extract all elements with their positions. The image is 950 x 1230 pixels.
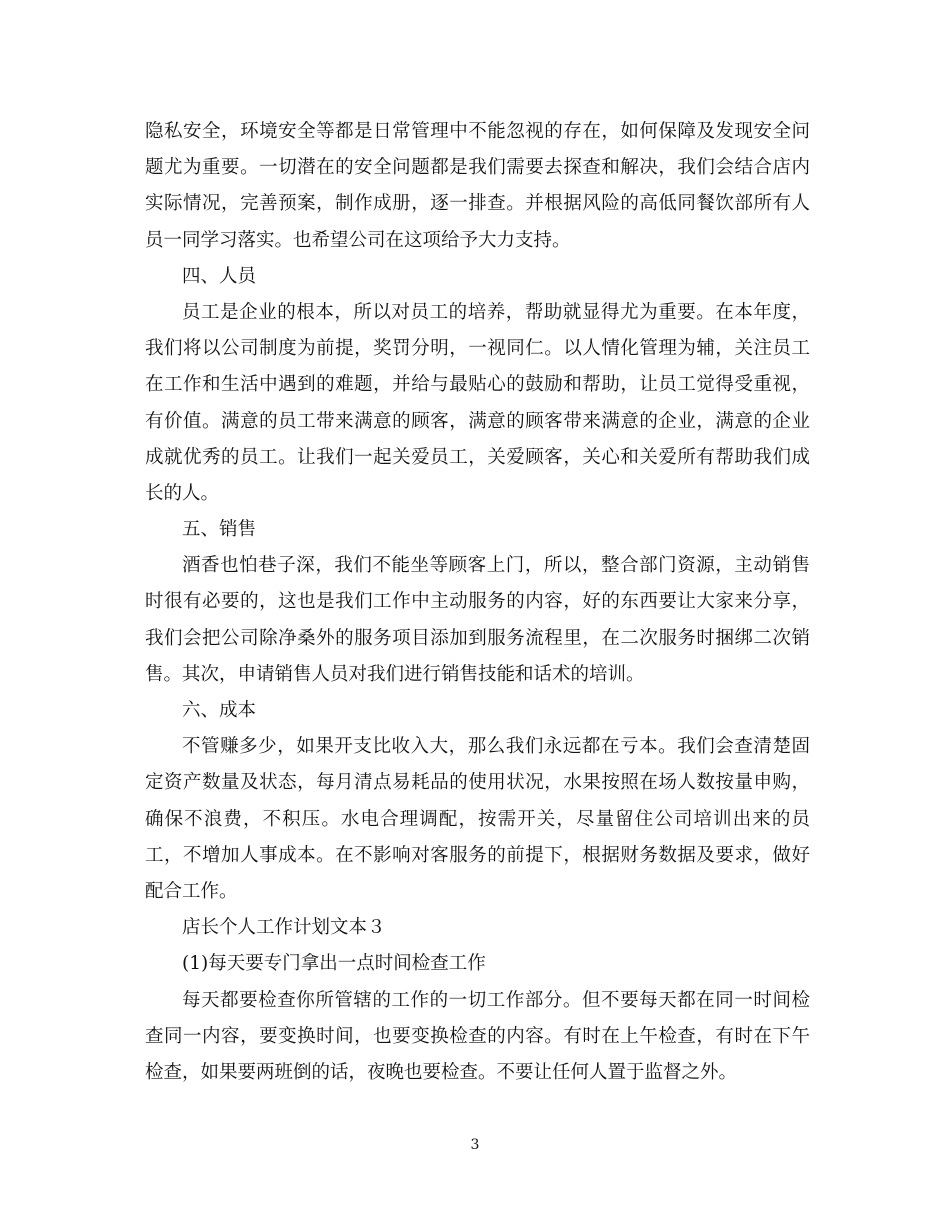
- text-line: 定资产数量及状态，每月清点易耗品的使用状况，水果按照在场人数按量申购，: [145, 772, 810, 794]
- text-line: 时很有必要的，这也是我们工作中主动服务的内容，好的东西要让大家来分享，: [145, 591, 810, 613]
- text-line: 工，不增加人事成本。在不影响对客服务的前提下，根据财务数据及要求，做好: [145, 844, 810, 866]
- text-line: 查同一内容，要变换时间，也要变换检查的内容。有时在上午检查，有时在下午: [145, 1025, 810, 1047]
- text-line: 实际情况，完善预案，制作成册，逐一排查。并根据风险的高低同餐饮部所有人: [145, 193, 810, 215]
- text-line: 五、销售: [182, 519, 257, 541]
- text-line: 检查，如果要两班倒的话，夜晚也要检查。不要让任何人置于监督之外。: [145, 1061, 738, 1083]
- text-line: 隐私安全，环境安全等都是日常管理中不能忽视的存在，如何保障及发现安全问: [145, 121, 810, 142]
- text-line: 成就优秀的员工。让我们一起关爱员工，关爱顾客，关心和关爱所有帮助我们成: [145, 446, 810, 468]
- text-line: 四、人员: [182, 265, 257, 287]
- text-line: 确保不浪费，不积压。水电合理调配，按需开关，尽量留住公司培训出来的员: [145, 808, 810, 830]
- text-line: 长的人。: [145, 482, 220, 504]
- text-line: 店长个人工作计划文本３: [182, 917, 386, 939]
- text-line: 配合工作。: [145, 880, 238, 902]
- text-line: 酒香也怕巷子深，我们不能坐等顾客上门，所以，整合部门资源，主动销售: [182, 555, 810, 577]
- text-line: (1)每天要专门拿出一点时间检查工作: [182, 953, 486, 975]
- page-number: 3: [470, 1137, 480, 1153]
- text-line: 员工是企业的根本，所以对员工的培养，帮助就显得尤为重要。在本年度，: [182, 301, 810, 323]
- text-line: 我们会把公司除净桑外的服务项目添加到服务流程里，在二次服务时捆绑二次销: [145, 627, 810, 649]
- text-line: 每天都要检查你所管辖的工作的一切工作部分。但不要每天都在同一时间检: [182, 989, 810, 1011]
- text-line: 六、成本: [182, 700, 257, 721]
- text-line: 不管赚多少，如果开支比收入大，那么我们永远都在亏本。我们会查清楚固: [182, 736, 810, 758]
- text-line: 有价值。满意的员工带来满意的顾客，满意的顾客带来满意的企业，满意的企业: [145, 410, 810, 432]
- text-line: 题尤为重要。一切潜在的安全问题都是我们需要去探查和解决，我们会结合店内: [145, 157, 810, 179]
- text-line: 员一同学习落实。也希望公司在这项给予大力支持。: [145, 229, 571, 251]
- document-body: [145, 114, 810, 1091]
- text-line: 我们将以公司制度为前提，奖罚分明，一视同仁。以人情化管理为辅，关注员工: [145, 338, 810, 360]
- text-line: 在工作和生活中遇到的难题，并给与最贴心的鼓励和帮助，让员工觉得受重视，: [145, 374, 810, 396]
- text-line: 售。其次，申请销售人员对我们进行销售技能和话术的培训。: [145, 663, 645, 685]
